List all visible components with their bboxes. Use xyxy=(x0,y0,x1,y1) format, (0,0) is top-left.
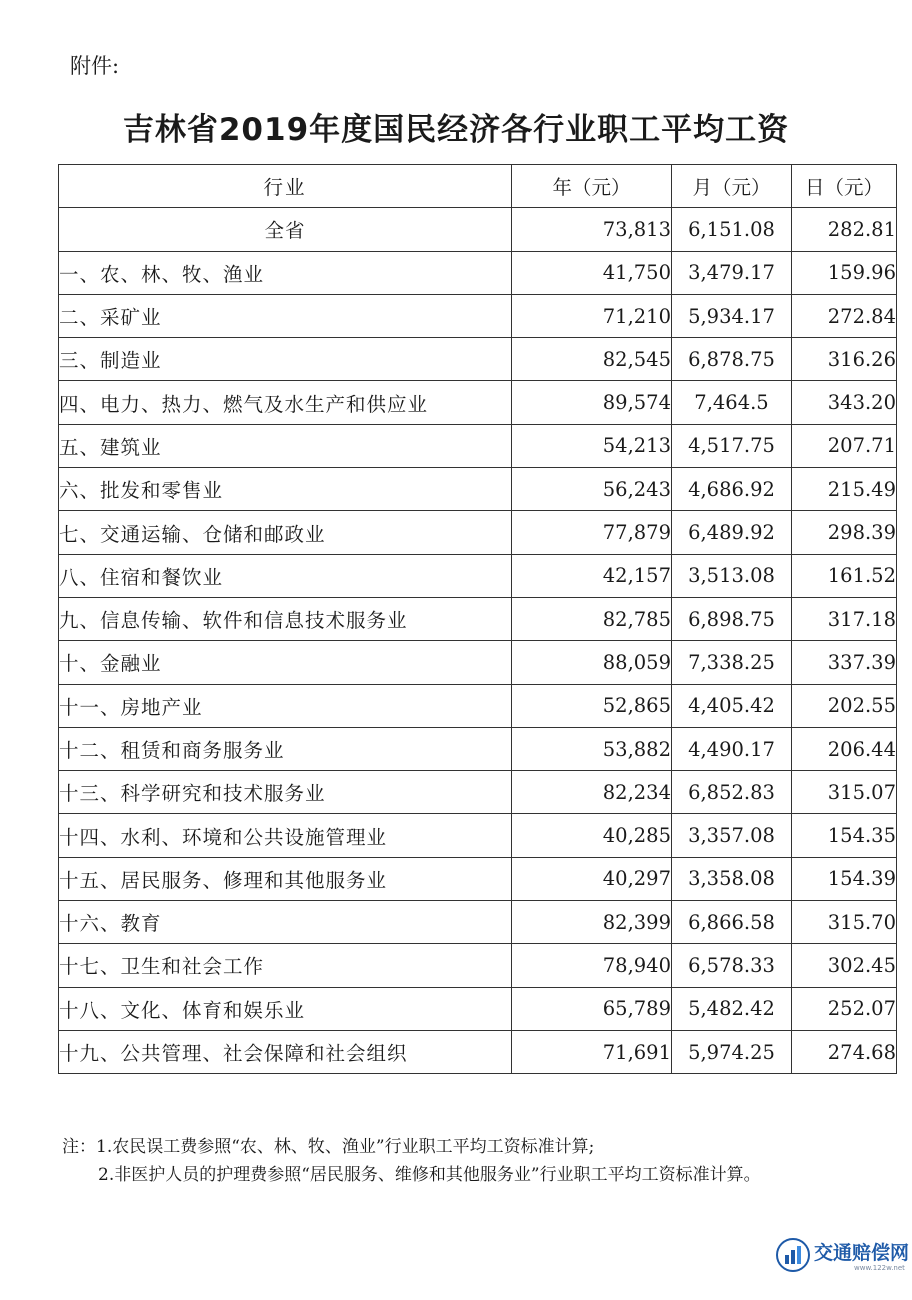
cell-month: 3,479.17 xyxy=(672,251,792,294)
note-2: 2.非医护人员的护理费参照“居民服务、维修和其他服务业”行业职工平均工资标准计算。 xyxy=(98,1165,761,1185)
table-row xyxy=(59,381,897,424)
cell-month: 5,974.25 xyxy=(672,1030,792,1073)
table-row xyxy=(59,814,897,857)
header-industry: 行业 xyxy=(59,165,512,208)
watermark-name: 交通赔偿网 xyxy=(814,1242,910,1264)
table-row xyxy=(59,294,897,337)
cell-day: 315.70 xyxy=(792,901,897,944)
header-month: 月（元） xyxy=(672,165,792,208)
cell-month: 6,489.92 xyxy=(672,511,792,554)
cell-year: 73,813 xyxy=(512,208,672,251)
cell-industry: 十七、卫生和社会工作 xyxy=(59,944,512,987)
table-row xyxy=(59,901,897,944)
cell-month: 6,866.58 xyxy=(672,901,792,944)
cell-month: 3,513.08 xyxy=(672,554,792,597)
cell-year: 88,059 xyxy=(512,641,672,684)
cell-year: 71,210 xyxy=(512,294,672,337)
cell-day: 317.18 xyxy=(792,597,897,640)
cell-month: 4,517.75 xyxy=(672,424,792,467)
cell-industry: 七、交通运输、仓储和邮政业 xyxy=(59,511,512,554)
cell-day: 161.52 xyxy=(792,554,897,597)
cell-month: 3,358.08 xyxy=(672,857,792,900)
cell-month: 7,338.25 xyxy=(672,641,792,684)
cell-year: 65,789 xyxy=(512,987,672,1030)
cell-month: 6,878.75 xyxy=(672,338,792,381)
cell-industry: 一、农、林、牧、渔业 xyxy=(59,251,512,294)
attachment-label: 附件: xyxy=(70,54,120,78)
table-row xyxy=(59,554,897,597)
cell-day: 337.39 xyxy=(792,641,897,684)
cell-month: 6,578.33 xyxy=(672,944,792,987)
cell-year: 78,940 xyxy=(512,944,672,987)
cell-day: 315.07 xyxy=(792,771,897,814)
cell-day: 202.55 xyxy=(792,684,897,727)
cell-industry: 十九、公共管理、社会保障和社会组织 xyxy=(59,1030,512,1073)
table-row xyxy=(59,857,897,900)
cell-industry: 十五、居民服务、修理和其他服务业 xyxy=(59,857,512,900)
table-row xyxy=(59,208,897,251)
cell-day: 215.49 xyxy=(792,468,897,511)
cell-day: 206.44 xyxy=(792,727,897,770)
cell-year: 71,691 xyxy=(512,1030,672,1073)
cell-industry: 十三、科学研究和技术服务业 xyxy=(59,771,512,814)
note-1: 注：1.农民误工费参照“农、林、牧、渔业”行业职工平均工资标准计算; xyxy=(62,1137,595,1157)
cell-year: 56,243 xyxy=(512,468,672,511)
cell-industry: 十八、文化、体育和娱乐业 xyxy=(59,987,512,1030)
cell-month: 5,482.42 xyxy=(672,987,792,1030)
cell-year: 89,574 xyxy=(512,381,672,424)
table-row xyxy=(59,727,897,770)
cell-year: 82,785 xyxy=(512,597,672,640)
cell-month: 6,852.83 xyxy=(672,771,792,814)
table-header-row xyxy=(59,165,897,208)
table-row xyxy=(59,468,897,511)
cell-month: 6,151.08 xyxy=(672,208,792,251)
cell-day: 252.07 xyxy=(792,987,897,1030)
cell-month: 6,898.75 xyxy=(672,597,792,640)
cell-day: 154.39 xyxy=(792,857,897,900)
cell-year: 52,865 xyxy=(512,684,672,727)
cell-month: 4,490.17 xyxy=(672,727,792,770)
cell-industry: 十、金融业 xyxy=(59,641,512,684)
cell-industry: 十六、教育 xyxy=(59,901,512,944)
cell-industry: 八、住宿和餐饮业 xyxy=(59,554,512,597)
cell-industry: 十四、水利、环境和公共设施管理业 xyxy=(59,814,512,857)
page-title: 吉林省2019年度国民经济各行业职工平均工资 xyxy=(122,112,790,148)
table-row xyxy=(59,251,897,294)
table-row xyxy=(59,597,897,640)
cell-day: 343.20 xyxy=(792,381,897,424)
notes xyxy=(62,1133,761,1189)
cell-industry: 五、建筑业 xyxy=(59,424,512,467)
header-year: 年（元） xyxy=(512,165,672,208)
bar-chart-logo-icon xyxy=(776,1238,810,1272)
table-row xyxy=(59,684,897,727)
cell-year: 53,882 xyxy=(512,727,672,770)
cell-year: 82,234 xyxy=(512,771,672,814)
cell-day: 298.39 xyxy=(792,511,897,554)
table-row xyxy=(59,511,897,554)
cell-industry: 十一、房地产业 xyxy=(59,684,512,727)
cell-day: 272.84 xyxy=(792,294,897,337)
cell-month: 4,405.42 xyxy=(672,684,792,727)
cell-industry: 六、批发和零售业 xyxy=(59,468,512,511)
table-row xyxy=(59,987,897,1030)
table-row xyxy=(59,771,897,814)
table-row xyxy=(59,944,897,987)
cell-year: 40,297 xyxy=(512,857,672,900)
table-row xyxy=(59,338,897,381)
table-row xyxy=(59,424,897,467)
watermark-url: www.122w.net xyxy=(854,1264,905,1272)
cell-month: 4,686.92 xyxy=(672,468,792,511)
table-row xyxy=(59,1030,897,1073)
cell-day: 302.45 xyxy=(792,944,897,987)
cell-industry: 十二、租赁和商务服务业 xyxy=(59,727,512,770)
cell-industry: 二、采矿业 xyxy=(59,294,512,337)
cell-industry: 三、制造业 xyxy=(59,338,512,381)
cell-industry: 四、电力、热力、燃气及水生产和供应业 xyxy=(59,381,512,424)
cell-month: 5,934.17 xyxy=(672,294,792,337)
cell-day: 316.26 xyxy=(792,338,897,381)
cell-year: 82,545 xyxy=(512,338,672,381)
cell-day: 154.35 xyxy=(792,814,897,857)
cell-month: 3,357.08 xyxy=(672,814,792,857)
cell-industry: 九、信息传输、软件和信息技术服务业 xyxy=(59,597,512,640)
cell-day: 274.68 xyxy=(792,1030,897,1073)
cell-year: 77,879 xyxy=(512,511,672,554)
cell-year: 82,399 xyxy=(512,901,672,944)
cell-year: 41,750 xyxy=(512,251,672,294)
table-body xyxy=(59,208,897,1074)
cell-year: 42,157 xyxy=(512,554,672,597)
cell-day: 207.71 xyxy=(792,424,897,467)
cell-year: 40,285 xyxy=(512,814,672,857)
cell-month: 7,464.5 xyxy=(672,381,792,424)
cell-day: 159.96 xyxy=(792,251,897,294)
table-row xyxy=(59,641,897,684)
cell-day: 282.81 xyxy=(792,208,897,251)
cell-industry: 全省 xyxy=(59,208,512,251)
wage-table xyxy=(58,164,897,1074)
header-day: 日（元） xyxy=(792,165,897,208)
site-watermark xyxy=(776,1238,909,1272)
cell-year: 54,213 xyxy=(512,424,672,467)
